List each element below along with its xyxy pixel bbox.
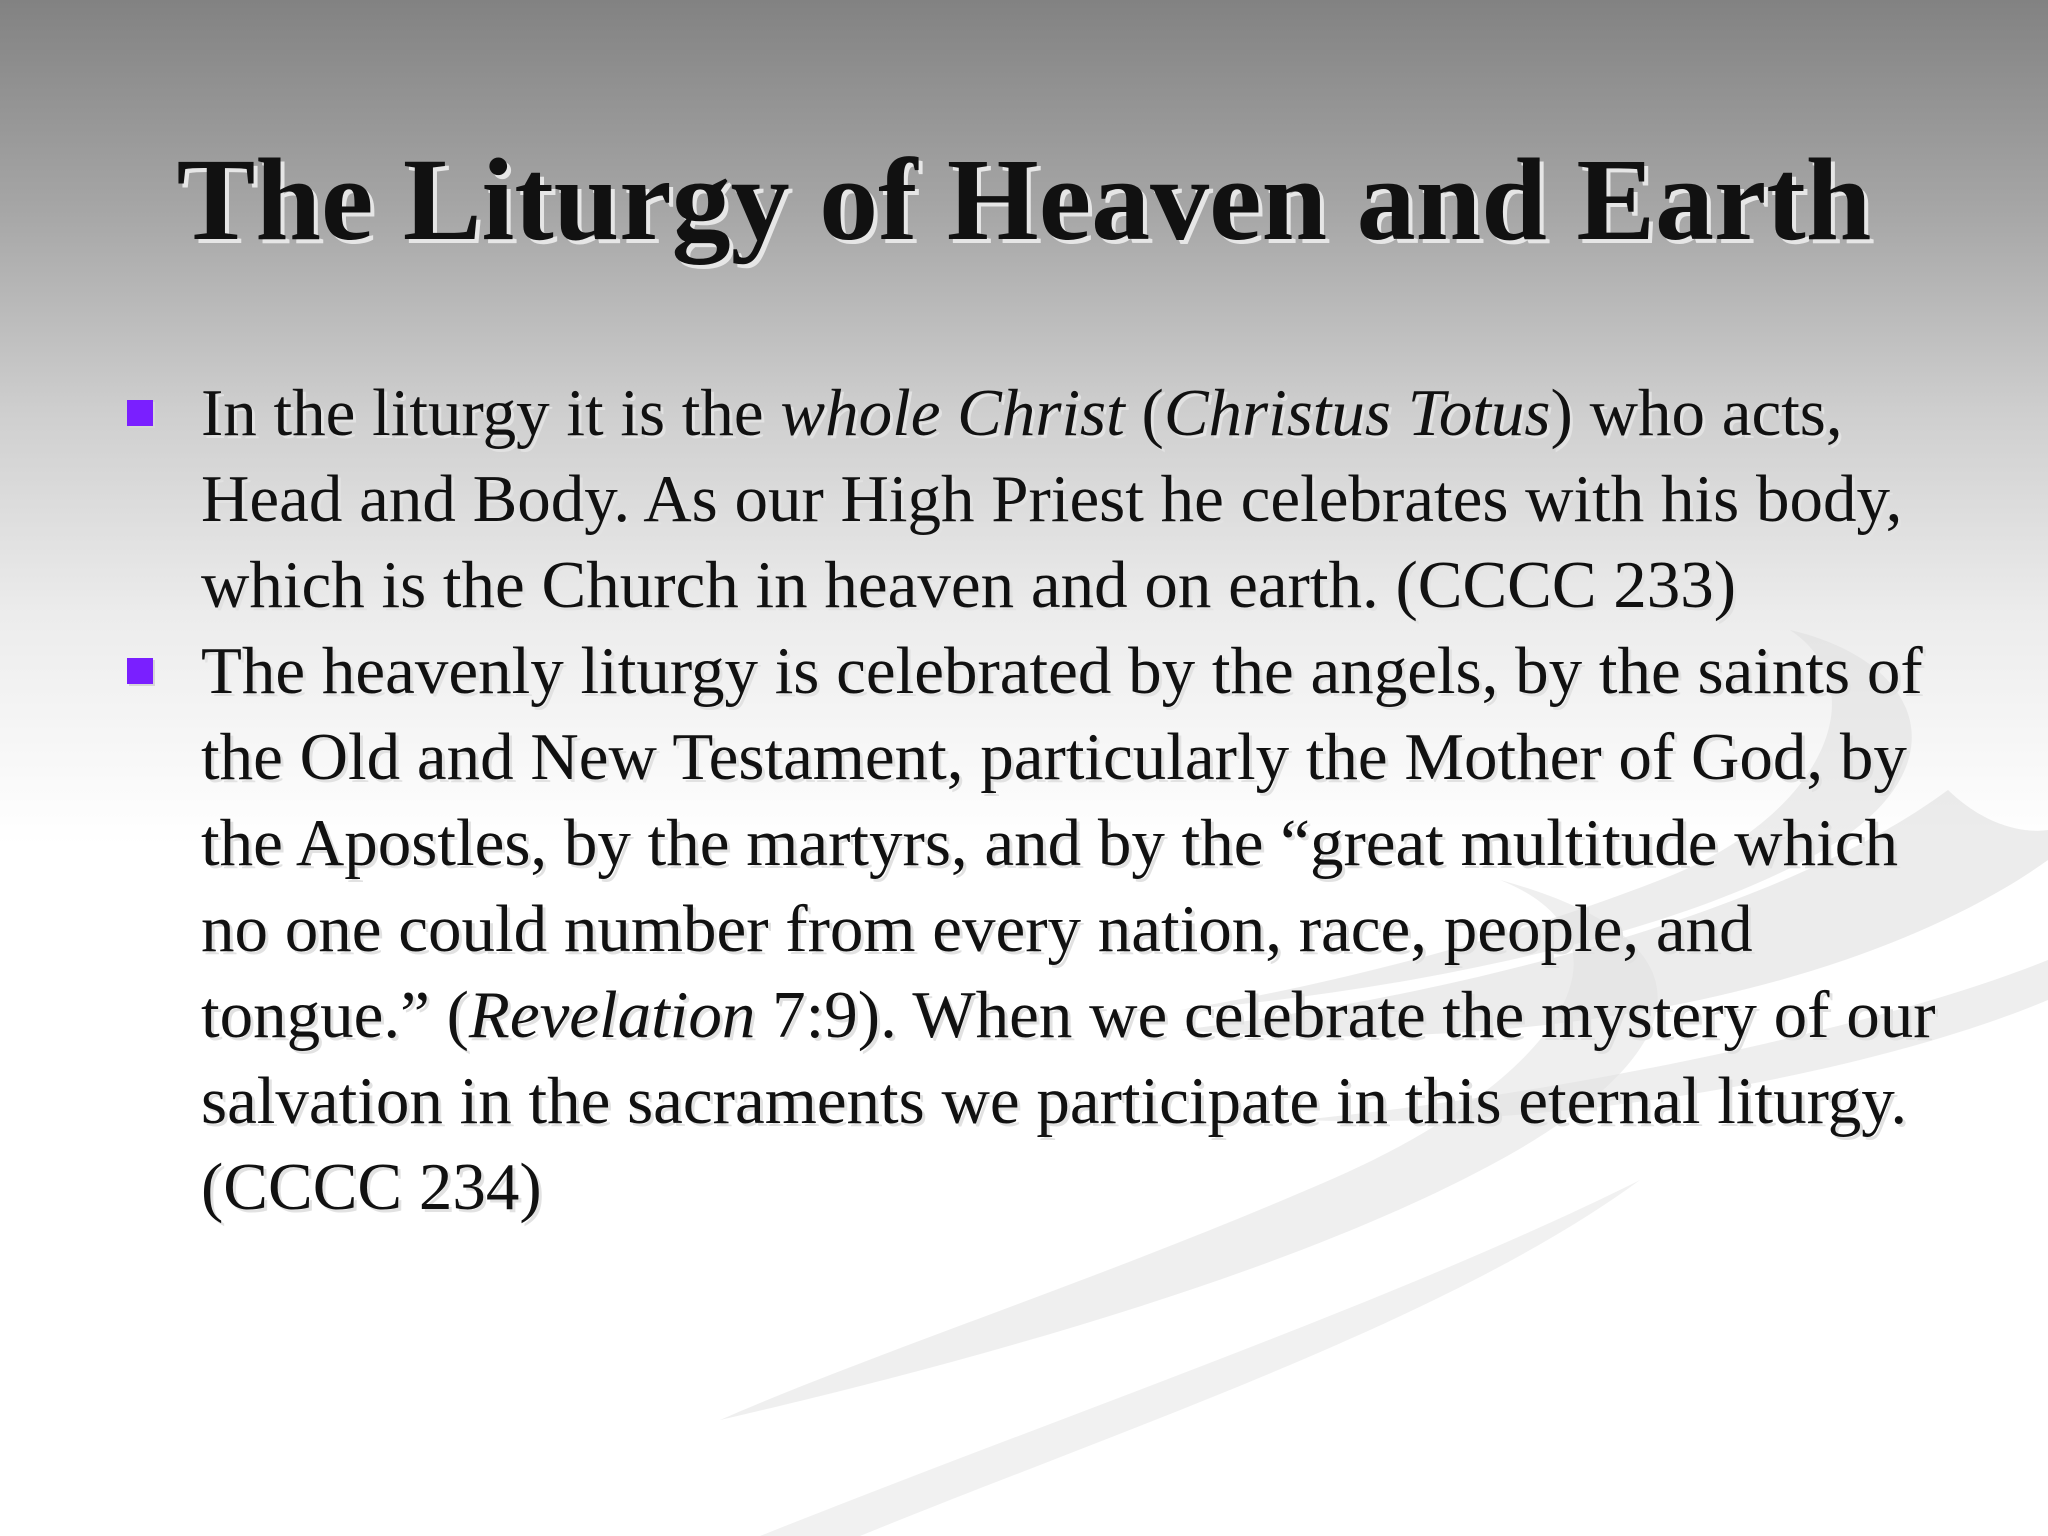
text-run: 7:9). When we celebrate the mystery of our salvation in the sacraments we participate in this eternal liturgy. (CCCC 234): [201, 978, 1936, 1224]
bullet-text: [201, 370, 1961, 628]
text-run: In the liturgy it is the: [201, 376, 781, 450]
text-run: (: [1124, 376, 1164, 450]
italic-run: Revelation: [468, 978, 756, 1052]
bullet-list: [125, 370, 1936, 1230]
bullet-item-2: [125, 628, 1936, 1230]
bullet-item-1: [125, 370, 1925, 628]
italic-run: whole Christ: [780, 376, 1125, 450]
square-bullet-icon: [127, 400, 153, 426]
slide-title: The Liturgy of Heaven and Earth: [176, 134, 1872, 265]
bullet-text: [201, 628, 1961, 1230]
text-run: The heavenly liturgy is celebrated by the angels, by the saints of the Old and New Testament, particularly the Mother of God, by the Apostles, by the martyrs, and by the “great multitude which no one could number from every nation, race, people, and tongue.” (: [201, 634, 1923, 1052]
text-run: ) who acts, Head and Body. As our High Priest he celebrates with his body, which is the Church in heaven and on earth. (CCCC 233): [201, 376, 1903, 622]
italic-run: Christus Totus: [1163, 376, 1551, 450]
square-bullet-icon: [127, 658, 153, 684]
